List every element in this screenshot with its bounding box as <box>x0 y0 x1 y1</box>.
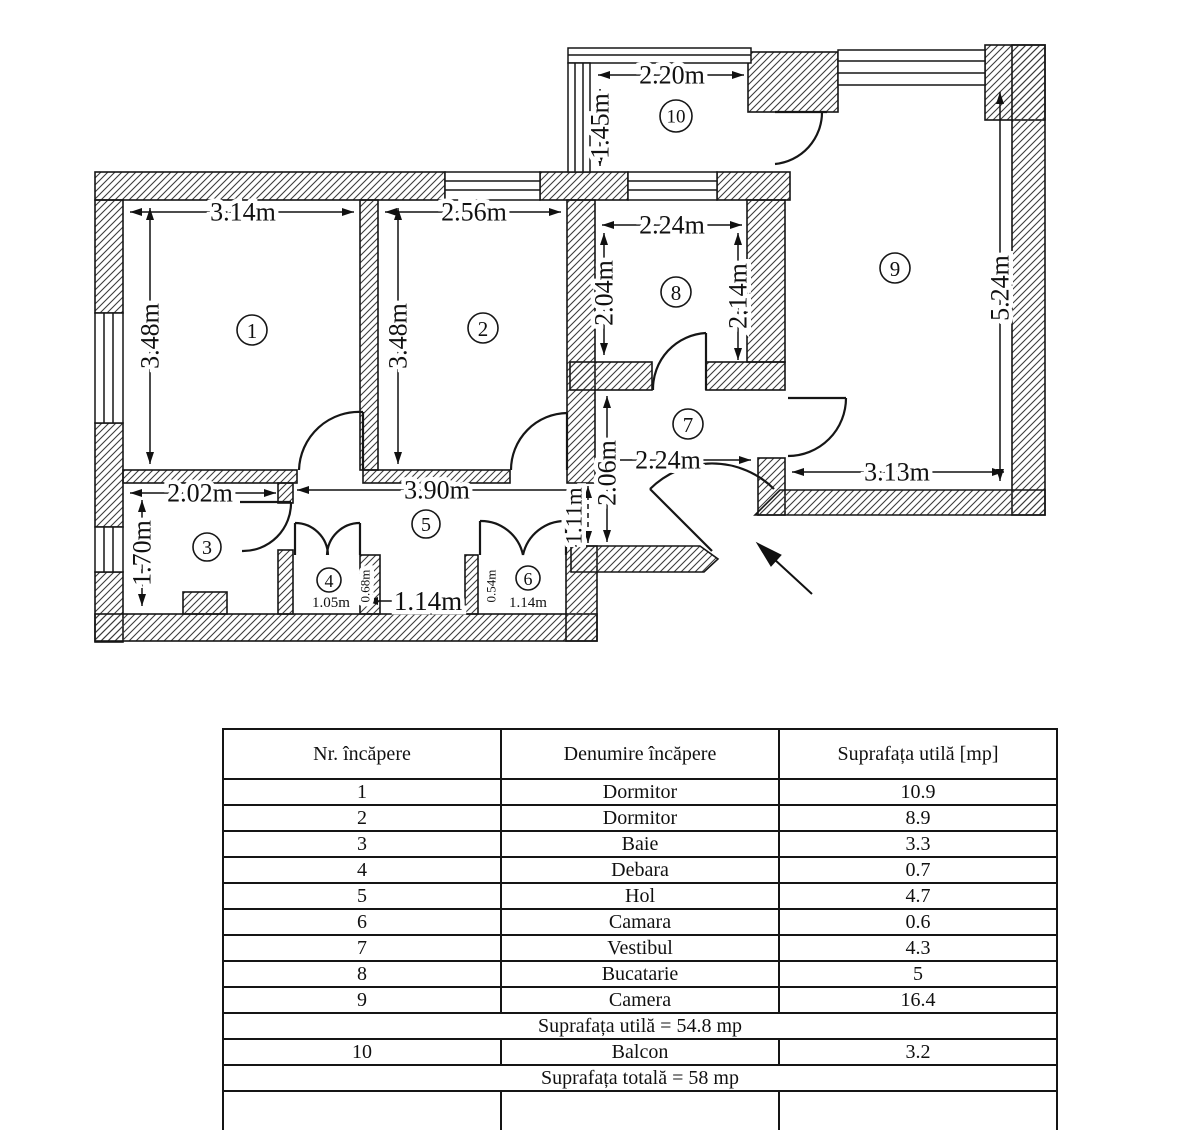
room3-number <box>193 533 221 561</box>
cell-area: 5 <box>779 961 1057 987</box>
dim-room3-depth: 1.70m <box>127 520 157 586</box>
cell-area: 4.3 <box>779 935 1057 961</box>
cell-name: Dormitor <box>501 805 779 831</box>
cell-nr: 9 <box>223 987 501 1013</box>
door-vestibul-room9 <box>788 398 846 456</box>
wall-room9-right <box>1012 45 1045 515</box>
dim-room3-width: 2.02m <box>167 478 233 508</box>
room2-number <box>468 313 498 343</box>
wall-top-mid <box>540 172 628 200</box>
door-closet-room4 <box>295 523 360 555</box>
wall-left-mid <box>95 423 123 527</box>
wall-top-right <box>717 172 790 200</box>
wall-left-upper <box>95 200 123 313</box>
cell-area: 4.7 <box>779 883 1057 909</box>
dim-room2-depth: 3.48m <box>383 303 413 369</box>
table-row <box>223 987 1057 1013</box>
cell-nr: 5 <box>223 883 501 909</box>
cell-nr: 8 <box>223 961 501 987</box>
cell-empty <box>223 1091 501 1130</box>
cell-area: 8.9 <box>779 805 1057 831</box>
wall-balcony-corner <box>748 52 838 112</box>
cell-area: 10.9 <box>779 779 1057 805</box>
room10-number <box>660 100 692 132</box>
cell-nr: 6 <box>223 909 501 935</box>
wall-room3-stub <box>278 483 293 503</box>
wall-top-left <box>95 172 445 200</box>
table-row <box>223 857 1057 883</box>
cell-nr: 2 <box>223 805 501 831</box>
total-area: Suprafața totală = 58 mp <box>223 1065 1057 1091</box>
room4-number-label: 4 <box>324 571 334 591</box>
cell-name: Debara <box>501 857 779 883</box>
door-room3 <box>240 502 291 551</box>
dim-room4-depth: 0.68m <box>357 569 373 603</box>
window-room3-left <box>95 527 123 572</box>
cell-area: 0.6 <box>779 909 1057 935</box>
room8-number-label: 8 <box>670 281 682 305</box>
table-partial-row <box>223 1091 1057 1130</box>
dim-room6-depth: 0.54m <box>483 569 499 603</box>
wall-room8-bottom-left <box>570 362 652 390</box>
dim-room7-width: 2.24m <box>635 445 701 475</box>
room1-number-label: 1 <box>246 319 258 343</box>
dim-hall-width: 3.90m <box>404 475 470 505</box>
dim-room2-width: 2.56m <box>441 197 507 227</box>
cell-nr: 4 <box>223 857 501 883</box>
dim-room1-width: 3.14m <box>210 197 276 227</box>
cell-name: Balcon <box>501 1039 779 1065</box>
wall-room2-room8 <box>567 200 595 483</box>
room4-number <box>317 568 341 592</box>
window-room8-top <box>628 172 717 200</box>
wall-room8-bottom-right <box>706 362 785 390</box>
cell-nr: 7 <box>223 935 501 961</box>
wall-vestibul-bottom <box>571 546 718 572</box>
table-row <box>223 883 1057 909</box>
door-balcony-room9 <box>775 112 827 164</box>
table-row <box>223 831 1057 857</box>
table-row <box>223 935 1057 961</box>
cell-nr: 1 <box>223 779 501 805</box>
room9-number <box>880 253 910 283</box>
area-table <box>222 728 1058 1130</box>
dim-room8-width: 2.24m <box>639 210 705 240</box>
room8-number <box>661 277 691 307</box>
cell-empty <box>779 1091 1057 1130</box>
dim-balcony-depth: 1.45m <box>585 93 615 159</box>
cell-nr: 10 <box>223 1039 501 1065</box>
room6-number-label: 6 <box>523 569 533 589</box>
wall-room6-left <box>465 555 478 614</box>
table-total-row <box>223 1065 1057 1091</box>
room5-number-label: 5 <box>421 514 431 536</box>
cell-area: 3.3 <box>779 831 1057 857</box>
window-room1-left <box>95 313 123 423</box>
door-room8 <box>653 333 706 390</box>
wall-room8-room9 <box>747 200 785 362</box>
dim-room9-depth: 5.24m <box>985 255 1015 321</box>
cell-nr: 3 <box>223 831 501 857</box>
room2-number-label: 2 <box>477 317 489 341</box>
wall-bottom <box>95 614 597 641</box>
cell-name: Dormitor <box>501 779 779 805</box>
door-entrance <box>650 463 774 551</box>
dim-hall-depth: 1.11m <box>561 487 587 545</box>
door-room2 <box>511 413 567 470</box>
cell-name: Camara <box>501 909 779 935</box>
header-room-area: Suprafața utilă [mp] <box>779 729 1057 779</box>
dim-room8-left: 2.04m <box>589 260 619 326</box>
subtotal-useful-area: Suprafața utilă = 54.8 mp <box>223 1013 1057 1039</box>
room5-number <box>412 510 440 538</box>
room1-number <box>237 315 267 345</box>
header-room-name: Denumire încăpere <box>501 729 779 779</box>
dim-balcony-width: 2.20m <box>639 60 705 90</box>
dim-room1-depth: 3.48m <box>135 303 165 369</box>
door-room1 <box>299 412 363 470</box>
table-header-row <box>223 729 1057 779</box>
room7-number-label: 7 <box>682 413 694 437</box>
dim-room9-width: 3.13m <box>864 457 930 487</box>
dim-room4-width: 1.05m <box>312 595 350 611</box>
room3-number-label: 3 <box>202 537 212 559</box>
dim-passage-width: 1.14m <box>393 586 463 616</box>
entrance-arrow <box>757 543 812 594</box>
table-row <box>223 909 1057 935</box>
wall-pier-room3 <box>183 592 227 614</box>
cell-area: 3.2 <box>779 1039 1057 1065</box>
room9-number-label: 9 <box>889 257 901 281</box>
cell-name: Hol <box>501 883 779 909</box>
cell-name: Baie <box>501 831 779 857</box>
table-row-balcony <box>223 1039 1057 1065</box>
table-subtotal-row <box>223 1013 1057 1039</box>
table-row <box>223 805 1057 831</box>
cell-empty <box>501 1091 779 1130</box>
cell-area: 0.7 <box>779 857 1057 883</box>
cell-name: Camera <box>501 987 779 1013</box>
room10-number-label: 10 <box>666 106 686 128</box>
window-room9-top <box>838 50 985 85</box>
dim-room7-depth: 2.06m <box>592 440 622 506</box>
room6-number <box>516 566 540 590</box>
cell-name: Vestibul <box>501 935 779 961</box>
dim-room8-right: 2.14m <box>723 263 753 329</box>
header-room-number: Nr. încăpere <box>223 729 501 779</box>
table-row <box>223 779 1057 805</box>
window-room2-top <box>445 172 540 200</box>
table-row <box>223 961 1057 987</box>
room7-number <box>673 409 703 439</box>
wall-room3-hall <box>278 550 293 614</box>
dim-room6-width: 1.14m <box>509 595 547 611</box>
door-closet-room6 <box>480 521 566 555</box>
cell-area: 16.4 <box>779 987 1057 1013</box>
cell-name: Bucatarie <box>501 961 779 987</box>
wall-room9-bottom <box>755 490 1045 515</box>
